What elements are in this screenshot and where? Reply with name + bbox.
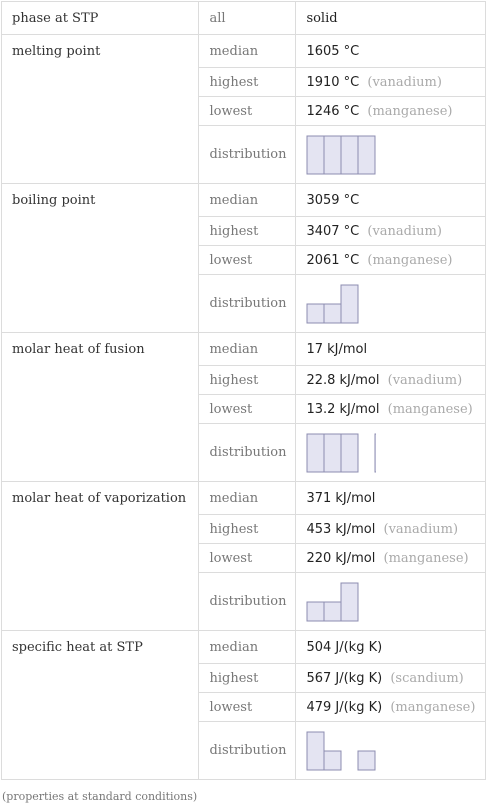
lowest-element: (manganese): [387, 401, 473, 417]
median-value-cell: [296, 631, 486, 664]
histogram-bar: [358, 751, 375, 770]
property-name: boiling point: [2, 184, 199, 333]
histogram-bar: [324, 602, 341, 621]
highest-element: (vanadium): [383, 521, 459, 537]
distribution-histogram: [306, 135, 376, 175]
median-row: [2, 184, 486, 217]
histogram-bar: [341, 136, 358, 174]
distribution-cell: [296, 424, 486, 482]
lowest-label: lowest: [199, 395, 296, 424]
distribution-label: distribution: [199, 126, 296, 184]
lowest-value-cell: [296, 246, 486, 275]
highest-value-cell: [296, 217, 486, 246]
header-filter: all: [199, 2, 296, 35]
median-value: 1605 °C: [306, 43, 360, 59]
histogram-bar: [324, 751, 341, 770]
distribution-cell: [296, 275, 486, 333]
median-value: 3059 °C: [306, 192, 360, 208]
lowest-value-cell: [296, 693, 486, 722]
histogram-bar: [307, 434, 324, 472]
histogram-bar: [358, 136, 375, 174]
highest-element: (vanadium): [367, 74, 442, 90]
lowest-element: (manganese): [367, 252, 453, 268]
distribution-histogram: [306, 284, 376, 324]
distribution-cell: [296, 126, 486, 184]
distribution-label: distribution: [199, 573, 296, 631]
property-name: molar heat of fusion: [2, 333, 199, 482]
highest-label: highest: [199, 664, 296, 693]
lowest-value: 479 J/(kg K): [306, 699, 383, 715]
lowest-element: (manganese): [383, 550, 469, 566]
header-value: solid: [296, 2, 486, 35]
property-name: molar heat of vaporization: [2, 482, 199, 631]
lowest-label: lowest: [199, 544, 296, 573]
highest-value: 22.8 kJ/mol: [306, 372, 380, 388]
distribution-cell: [296, 722, 486, 780]
lowest-label: lowest: [199, 97, 296, 126]
histogram-bar: [324, 434, 341, 472]
median-value: 371 kJ/mol: [306, 490, 376, 506]
lowest-element: (manganese): [367, 103, 453, 119]
highest-value: 567 J/(kg K): [306, 670, 383, 686]
highest-element: (vanadium): [387, 372, 463, 388]
median-value-cell: [296, 333, 486, 366]
lowest-value-cell: [296, 544, 486, 573]
median-label: median: [199, 35, 296, 68]
histogram-bar: [341, 285, 358, 323]
median-label: median: [199, 631, 296, 664]
highest-value-cell: [296, 515, 486, 544]
median-row: [2, 482, 486, 515]
histogram-bar: [341, 434, 358, 472]
highest-label: highest: [199, 68, 296, 97]
highest-value: 453 kJ/mol: [306, 521, 376, 537]
median-row: [2, 35, 486, 68]
distribution-histogram: [306, 433, 376, 473]
histogram-bar: [307, 732, 324, 770]
histogram-bar: [324, 136, 341, 174]
header-row: [2, 2, 486, 35]
highest-element: (scandium): [390, 670, 464, 686]
lowest-label: lowest: [199, 693, 296, 722]
median-row: [2, 333, 486, 366]
distribution-label: distribution: [199, 722, 296, 780]
lowest-value-cell: [296, 97, 486, 126]
median-label: median: [199, 184, 296, 217]
lowest-value: 220 kJ/mol: [306, 550, 376, 566]
header-property: phase at STP: [2, 2, 199, 35]
median-row: [2, 631, 486, 664]
highest-element: (vanadium): [367, 223, 442, 239]
median-label: median: [199, 482, 296, 515]
highest-label: highest: [199, 366, 296, 395]
median-value: 504 J/(kg K): [306, 639, 383, 655]
histogram-bar: [341, 583, 358, 621]
property-name: specific heat at STP: [2, 631, 199, 780]
highest-value-cell: [296, 366, 486, 395]
distribution-histogram: [306, 731, 376, 771]
footer-note: (properties at standard conditions): [2, 790, 198, 803]
median-value-cell: [296, 482, 486, 515]
distribution-histogram: [306, 582, 376, 622]
highest-label: highest: [199, 515, 296, 544]
lowest-value-cell: [296, 395, 486, 424]
histogram-bar: [324, 304, 341, 323]
highest-value: 3407 °C: [306, 223, 360, 239]
highest-value-cell: [296, 664, 486, 693]
histogram-bar: [307, 136, 324, 174]
histogram-bar: [307, 602, 324, 621]
highest-value-cell: [296, 68, 486, 97]
histogram-bar: [375, 434, 376, 472]
lowest-label: lowest: [199, 246, 296, 275]
lowest-value: 13.2 kJ/mol: [306, 401, 380, 417]
lowest-element: (manganese): [390, 699, 476, 715]
histogram-bar: [307, 304, 324, 323]
highest-value: 1910 °C: [306, 74, 360, 90]
distribution-label: distribution: [199, 275, 296, 333]
median-value: 17 kJ/mol: [306, 341, 368, 357]
property-name: melting point: [2, 35, 199, 184]
properties-table: [1, 1, 486, 780]
distribution-label: distribution: [199, 424, 296, 482]
lowest-value: 1246 °C: [306, 103, 360, 119]
median-label: median: [199, 333, 296, 366]
median-value-cell: [296, 184, 486, 217]
highest-label: highest: [199, 217, 296, 246]
distribution-cell: [296, 573, 486, 631]
lowest-value: 2061 °C: [306, 252, 360, 268]
median-value-cell: [296, 35, 486, 68]
